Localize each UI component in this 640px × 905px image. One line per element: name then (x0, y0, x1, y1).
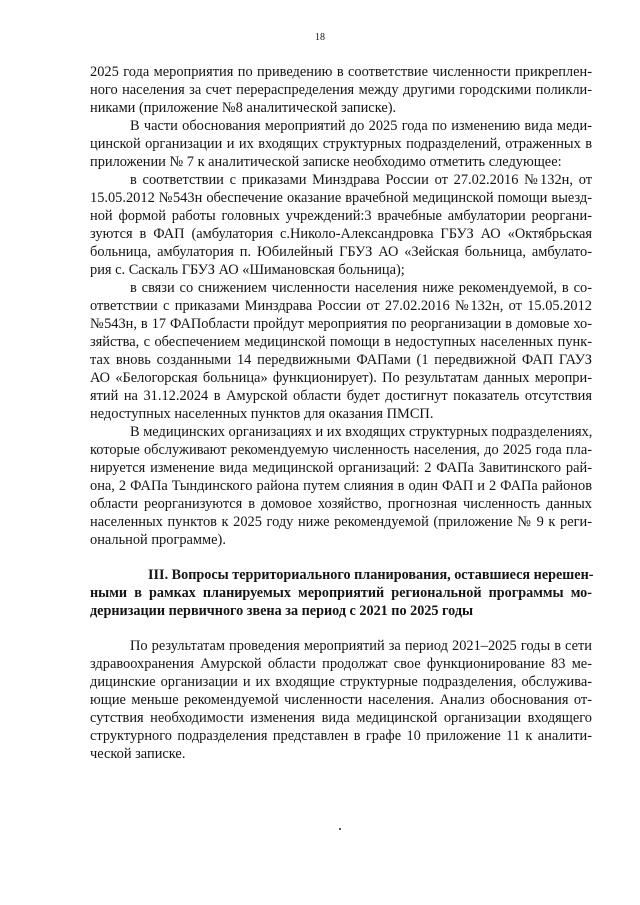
text-line: ческой записке. (90, 746, 186, 762)
text-line: 15.05.2012 №543н обеспечение оказание врачебной медицинской помощи выезд- (90, 190, 592, 206)
text-line: ответствии с приказами Минздрава России от 27.02.2016 №132н, от 15.05.2012 (90, 298, 592, 314)
text-line: ятий на 31.12.2024 в Амурской области будет достигнут показатель отсутствия (90, 388, 592, 404)
text-line: ной формой работы головных учреждений:3 врачебные амбулатории реоргани- (90, 208, 592, 224)
text-line: структурного подразделения представлен в графе 10 приложение 11 к аналити- (90, 728, 592, 744)
text-line: больница, амбулатория п. Юбилейный ГБУЗ АО «Зейская больница, амбулато- (90, 244, 592, 260)
scan-speck (339, 828, 341, 830)
text-line: в связи со снижением численности населения ниже рекомендуемой, в со- (130, 280, 592, 296)
text-line: в соответствии с приказами Минздрава России от 27.02.2016 №132н, от (130, 172, 592, 188)
heading-line: дернизации первичного звена за период с 2021 по 2025 годы (90, 603, 474, 619)
text-line: АО «Белогорская больница» функционирует). По результатам данных меропри- (90, 370, 592, 386)
heading-line: ными в рамках планируемых мероприятий региональной программы мо- (90, 585, 592, 601)
text-line: рия с. Саскаль ГБУЗ АО «Шимановская больница); (90, 262, 405, 278)
text-line: сутствия необходимости изменения вида медицинской организации входящего (90, 710, 592, 726)
text-line: 2025 года мероприятия по приведению в соответствие численности прикреплен- (90, 64, 592, 80)
text-line: ональной программе). (90, 532, 226, 548)
heading-line: III. Вопросы территориального планирования, оставшиеся нерешен- (148, 567, 594, 583)
text-line: она, 2 ФАПа Тындинского района путем слияния в один ФАП и 2 ФАПа районов (90, 478, 592, 494)
text-line: В части обоснования мероприятий до 2025 года по изменению вида меди- (130, 118, 592, 134)
text-line: которые обслуживают рекомендуемую численность населения, до 2025 года пла- (90, 442, 592, 458)
text-line: №543н, в 17 ФАПобласти пройдут мероприятия по реорганизации в домовые хо- (90, 316, 592, 332)
text-line: зуются в ФАП (амбулатория с.Николо-Александровка ГБУЗ АО «Октябрьская (90, 226, 592, 242)
text-line: По результатам проведения мероприятий за период 2021–2025 годы в сети (130, 638, 592, 654)
text-line: тах вновь созданными 14 передвижными ФАПами (1 передвижной ФАП ГАУЗ (90, 352, 592, 368)
page-number: 18 (315, 32, 325, 43)
text-line: здравоохранения Амурской области продолжат свое функционирование 83 ме- (90, 656, 592, 672)
text-line: ного населения за счет перераспределения между другими городскими поликли- (90, 82, 592, 98)
text-line: зяйства, с обеспечением медицинской помощи в недоступных населенных пунк- (90, 334, 592, 350)
text-line: населенных пунктов к 2025 году ниже рекомендуемой (приложение № 9 к реги- (90, 514, 592, 530)
text-line: нируется изменение вида медицинской организаций: 2 ФАПа Завитинского рай- (90, 460, 592, 476)
text-line: недоступных населенных пунктов для оказания ПМСП. (90, 406, 434, 422)
text-line: никами (приложение №8 аналитической записке). (90, 100, 397, 116)
text-line: В медицинских организациях и их входящих структурных подразделениях, (130, 424, 593, 440)
text-line: дицинские организации и их входящие структурные подразделения, обслужива- (90, 674, 592, 690)
text-line: ющие меньше рекомендуемой численности населения. Анализ обоснования от- (90, 692, 592, 708)
text-line: цинской организации и их входящих структурных подразделений, отраженных в (90, 136, 592, 152)
text-line: области реорганизуются в домовое хозяйство, прогнозная численность данных (90, 496, 592, 512)
text-line: приложении № 7 к аналитической записке необходимо отметить следующее: (90, 154, 562, 170)
